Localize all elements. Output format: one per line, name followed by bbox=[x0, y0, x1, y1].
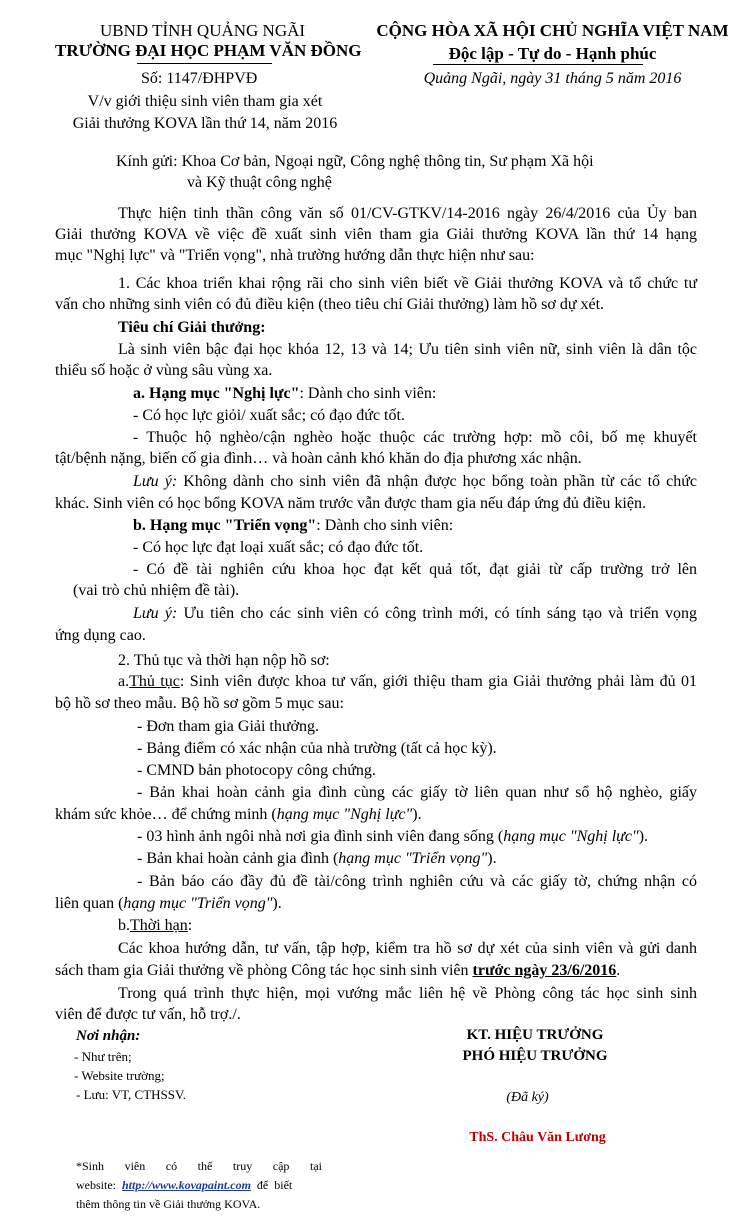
signer-name: ThS. Châu Văn Lương bbox=[469, 1130, 606, 1145]
doc4-close: ). bbox=[412, 806, 422, 823]
footnote-website-rest: để biết bbox=[250, 1178, 293, 1192]
procedure-label: Thủ tục bbox=[129, 673, 180, 690]
deadline-prefix: b. bbox=[118, 917, 130, 934]
document-item-4-line-2 bbox=[55, 806, 422, 824]
category-b-note-line-1 bbox=[133, 605, 697, 623]
procedure-prefix: a. bbox=[118, 673, 130, 690]
recipient-item-1: - Như trên; bbox=[74, 1049, 132, 1064]
doc4-text: khám sức khỏe… để chứng minh ( bbox=[55, 806, 277, 823]
procedure-line-1 bbox=[118, 673, 697, 691]
footnote-line-2 bbox=[76, 1178, 322, 1193]
criteria-title: Tiêu chí Giải thưởng: bbox=[118, 319, 266, 336]
category-b-rest: : Dành cho sinh viên: bbox=[316, 517, 454, 534]
deadline-heading bbox=[118, 917, 192, 935]
recipients-line-1: Kính gửi: Khoa Cơ bản, Ngoại ngữ, Công nghệ thông tin, Sư phạm Xã hội bbox=[116, 153, 594, 170]
recipients-title: Nơi nhận: bbox=[76, 1028, 141, 1044]
kova-website-link[interactable]: http://www.kovapaint.com bbox=[122, 1178, 251, 1192]
recipient-item-2: - Website trường; bbox=[74, 1068, 165, 1083]
category-a-note-line-1 bbox=[133, 473, 697, 491]
category-a-item-2-line-1: - Thuộc hộ nghèo/cận nghèo hoặc thuộc các trường hợp: mồ côi, bố mẹ khuyết bbox=[133, 429, 697, 446]
doc7-category: hạng mục "Triển vọng" bbox=[123, 895, 273, 912]
document-item-3: - CMND bản photocopy công chứng. bbox=[137, 762, 376, 779]
subject-line-1: V/v giới thiệu sinh viên tham gia xét bbox=[87, 93, 323, 110]
signed-mark: (Đã ký) bbox=[506, 1090, 549, 1105]
doc5-text: - 03 hình ảnh ngôi nhà nơi gia đình sinh viên đang sống ( bbox=[137, 828, 504, 845]
document-item-7-line-2 bbox=[55, 895, 282, 913]
category-a-note-label: Lưu ý: bbox=[133, 473, 178, 490]
category-a-item-1: - Có học lực giỏi/ xuất sắc; có đạo đức tốt. bbox=[133, 407, 405, 424]
deadline-text: sách tham gia Giải thưởng về phòng Công tác học sinh sinh viên bbox=[55, 962, 473, 979]
category-a-note-text: Không dành cho sinh viên đã nhận được học bổng toàn phần từ các tổ chức bbox=[177, 473, 698, 490]
criteria-line-1: Là sinh viên bậc đại học khóa 12, 13 và 14; Ưu tiên sinh viên nữ, sinh viên là dân tộc bbox=[118, 341, 697, 358]
doc6-close: ). bbox=[487, 850, 497, 867]
footnote-line-3: thêm thông tin về Giải thưởng KOVA. bbox=[76, 1197, 261, 1211]
footnote-line-1: *Sinh viên có thể truy cập tại bbox=[76, 1159, 322, 1173]
footnote-website-label: website: bbox=[76, 1178, 122, 1192]
category-b-title: b. Hạng mục "Triển vọng" bbox=[133, 517, 317, 534]
category-a-item-2-line-2: tật/bệnh nặng, biến cố gia đình… và hoàn cảnh khó khăn do địa phương xác nhận. bbox=[55, 450, 582, 467]
doc5-close: ). bbox=[638, 828, 649, 845]
subject-line-2: Giải thưởng KOVA lần thứ 14, năm 2016 bbox=[72, 115, 338, 132]
doc6-text: - Bản khai hoàn cảnh gia đình ( bbox=[137, 850, 339, 867]
category-a-rest: : Dành cho sinh viên: bbox=[299, 385, 437, 402]
category-b-item-1: - Có học lực đạt loại xuất sắc; có đạo đức tốt. bbox=[133, 539, 424, 556]
school-name-underline bbox=[137, 63, 272, 64]
intro-line-3: mục "Nghị lực" và "Triển vọng", nhà trường hướng dẫn thực hiện như sau: bbox=[55, 247, 535, 264]
date-place: Quảng Ngãi, ngày 31 tháng 5 năm 2016 bbox=[423, 70, 682, 87]
document-item-4-line-1: - Bản khai hoàn cảnh gia đình cùng các giấy tờ liên quan như sổ hộ nghèo, giấy bbox=[137, 784, 697, 801]
document-item-7-line-1: - Bản báo cáo đầy đủ đề tài/công trình nghiên cứu và các giấy tờ, chứng nhận có bbox=[137, 873, 697, 890]
procedure-line-2: bộ hồ sơ theo mẫu. Bộ hồ sơ gồm 5 mục sau: bbox=[55, 695, 344, 712]
school-name: TRƯỜNG ĐẠI HỌC PHẠM VĂN ĐỒNG bbox=[55, 41, 362, 60]
doc5-category: hạng mục "Nghị lực" bbox=[503, 828, 639, 845]
document-item-6 bbox=[137, 850, 497, 868]
doc6-category: hạng mục "Triển vọng" bbox=[338, 850, 488, 867]
deadline-period: . bbox=[616, 962, 621, 979]
deadline-line-1: Các khoa hướng dẫn, tư vấn, tập hợp, kiểm tra hồ sơ dự xét của sinh viên và gửi danh bbox=[118, 940, 697, 957]
document-item-2: - Bảng điểm có xác nhận của nhà trường (tất cả học kỳ). bbox=[137, 740, 497, 757]
deadline-label: Thời hạn bbox=[130, 917, 188, 934]
category-a-heading bbox=[133, 385, 436, 403]
point1-line-2: vấn cho những sinh viên có đủ điều kiện (theo tiêu chí Giải thưởng) làm hồ sơ dự xét. bbox=[55, 296, 605, 313]
national-motto: Độc lập - Tự do - Hạnh phúc bbox=[448, 44, 657, 63]
closing-line-1: Trong quá trình thực hiện, mọi vướng mắc liên hệ về Phòng công tác học sinh sinh bbox=[118, 985, 697, 1002]
category-a-note-line-2: khác. Sinh viên có học bổng KOVA năm trước vẫn được tham gia nếu đáp ứng đủ điều kiện. bbox=[55, 495, 646, 512]
closing-line-2: viên để được tư vấn, hỗ trợ./. bbox=[55, 1006, 241, 1023]
doc7-text: liên quan ( bbox=[55, 895, 124, 912]
point2-heading: 2. Thủ tục và thời hạn nộp hồ sơ: bbox=[118, 652, 330, 669]
national-title: CỘNG HÒA XÃ HỘI CHỦ NGHĨA VIỆT NAM bbox=[376, 21, 729, 40]
signature-title-2: PHÓ HIỆU TRƯỞNG bbox=[462, 1048, 608, 1064]
doc7-close: ). bbox=[272, 895, 282, 912]
point1-line-1: 1. Các khoa triển khai rộng rãi cho sinh viên biết về Giải thưởng KOVA và tổ chức tư bbox=[118, 275, 697, 292]
deadline-date: trước ngày 23/6/2016 bbox=[472, 962, 617, 979]
category-b-item-2-line-1: - Có đề tài nghiên cứu khoa học đạt kết quả tốt, đạt giải từ cấp trường trở lên bbox=[133, 561, 697, 578]
document-number: Số: 1147/ĐHPVĐ bbox=[141, 70, 258, 87]
category-b-note-label: Lưu ý: bbox=[133, 605, 178, 622]
document-item-5 bbox=[137, 828, 648, 846]
recipients-line-2: và Kỹ thuật công nghệ bbox=[187, 174, 332, 191]
deadline-colon: : bbox=[187, 917, 193, 934]
procedure-text: : Sinh viên được khoa tư vấn, giới thiệu tham gia Giải thưởng phải làm đủ 01 bbox=[179, 673, 698, 690]
document-item-1: - Đơn tham gia Giải thưởng. bbox=[137, 718, 320, 735]
motto-underline bbox=[433, 64, 643, 65]
category-b-heading bbox=[133, 517, 453, 535]
criteria-line-2: thiểu số hoặc ở vùng sâu vùng xa. bbox=[55, 362, 273, 379]
category-b-note-line-2: ứng dụng cao. bbox=[55, 627, 146, 644]
recipient-item-3: - Lưu: VT, CTHSSV. bbox=[76, 1087, 186, 1102]
authority-name: UBND TỈNH QUẢNG NGÃI bbox=[99, 21, 306, 40]
deadline-line-2 bbox=[55, 962, 620, 980]
intro-line-1: Thực hiện tinh thần công văn số 01/CV-GTKV/14-2016 ngày 26/4/2016 của Ủy ban bbox=[118, 205, 697, 222]
category-a-title: a. Hạng mục "Nghị lực" bbox=[133, 385, 300, 402]
category-b-note-text: Ưu tiên cho các sinh viên có công trình mới, có tính sáng tạo và triển vọng bbox=[177, 605, 698, 622]
signature-title-1: KT. HIỆU TRƯỞNG bbox=[466, 1027, 604, 1043]
category-b-item-2-line-2: (vai trò chủ nhiệm đề tài). bbox=[73, 582, 240, 599]
intro-line-2: Giải thưởng KOVA về việc đề xuất sinh viên tham gia Giải thưởng KOVA lần thứ 14 hạng bbox=[55, 226, 697, 243]
doc4-category: hạng mục "Nghị lực" bbox=[276, 806, 413, 823]
